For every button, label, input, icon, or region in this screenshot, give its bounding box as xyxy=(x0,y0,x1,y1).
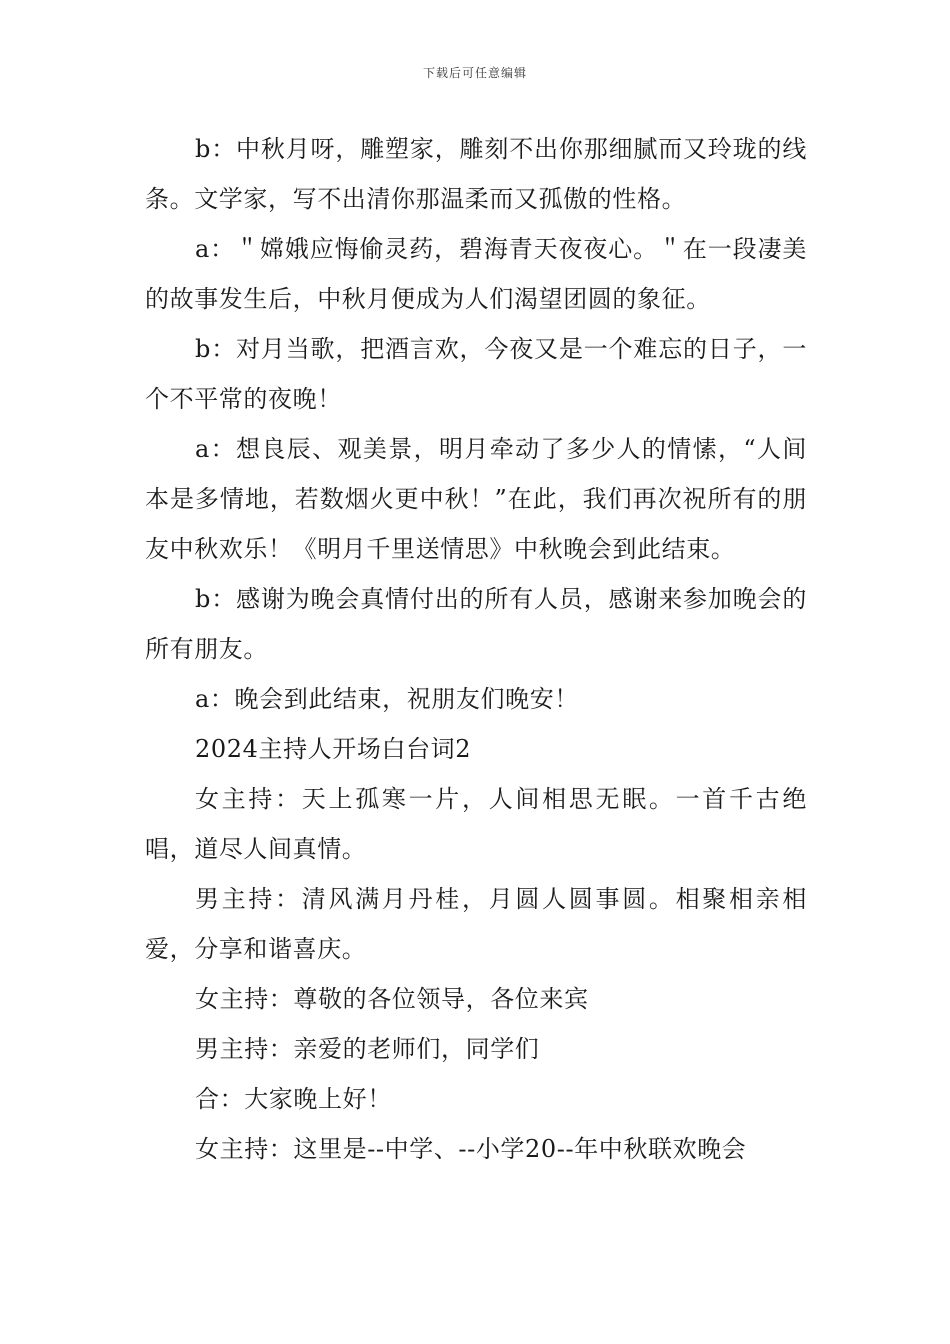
paragraph: 女主持：这里是--中学、--小学20--年中秋联欢晚会 xyxy=(195,1135,747,1163)
paragraph: 男主持：清风满月丹桂，月圆人圆事圆。相聚相亲相爱，分享和谐喜庆。 xyxy=(145,885,807,963)
paragraph: b：中秋月呀，雕塑家，雕刻不出你那细腻而又玲珑的线条。文学家，写不出清你那温柔而又孤傲的性格。 xyxy=(145,135,807,213)
paragraph: 合：大家晚上好！ xyxy=(195,1085,392,1113)
paragraph: a：想良辰、观美景，明月牵动了多少人的情愫，“人间本是多情地，若数烟火更中秋！”在此，我们再次祝所有的朋友中秋欢乐！《明月千里送情思》中秋晚会到此结束。 xyxy=(145,435,807,563)
paragraph: 女主持：尊敬的各位领导，各位来宾 xyxy=(195,985,589,1013)
document-body xyxy=(145,124,807,1174)
paragraph: b：感谢为晚会真情付出的所有人员，感谢来参加晚会的所有朋友。 xyxy=(145,585,807,663)
paragraph: b：对月当歌，把酒言欢，今夜又是一个难忘的日子，一个不平常的夜晚！ xyxy=(145,335,807,413)
paragraph: a：＂嫦娥应悔偷灵药，碧海青天夜夜心。＂在一段凄美的故事发生后，中秋月便成为人们渴望团圆的象征。 xyxy=(145,235,807,313)
paragraph: a：晚会到此结束，祝朋友们晚安！ xyxy=(195,685,579,713)
paragraph: 男主持：亲爱的老师们，同学们 xyxy=(195,1035,540,1063)
paragraph: 女主持：天上孤寒一片，人间相思无眠。一首千古绝唱，道尽人间真情。 xyxy=(145,785,807,863)
section-heading: 2024主持人开场白台词2 xyxy=(195,735,472,763)
page-header-note: 下载后可任意编辑 xyxy=(422,66,527,80)
